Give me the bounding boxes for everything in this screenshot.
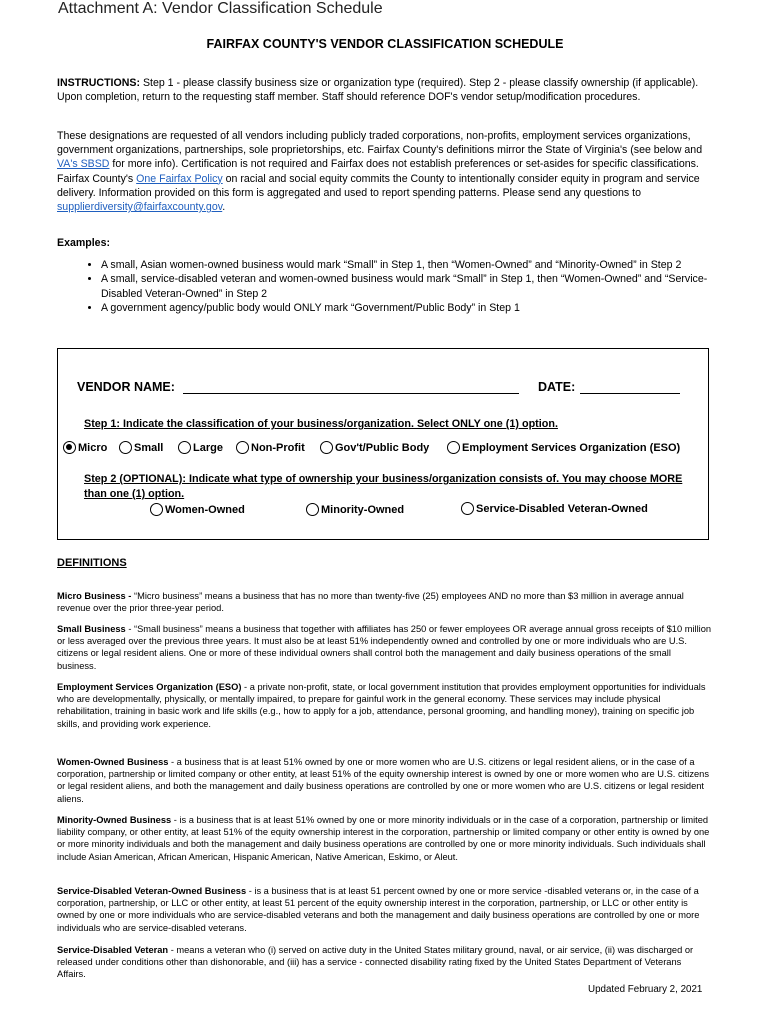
definition-term: Micro Business - [57,591,132,601]
intro-text-4: . [222,201,226,214]
radio-icon[interactable] [320,441,333,454]
option-label: Employment Services Organization (ESO) [462,441,681,454]
intro-text-2: for more info). Certification is not required and Fairfax does not establish preferences or set-asides for specific classifications. Fairfax County's [57,158,699,185]
option-label: Service-Disabled Veteran-Owned [476,502,648,515]
definition-text: - is a business that is at least 51% owned by one or more minority individuals or in the case of a corporation, partnership or limited liability company, or other entity, at least 51% of the equity ownership interest in the corporation, partnership or limited company or other entity is owned by one or more minority individuals and both the management and daily business operations are controlled by one or more minority individuals. Such individuals shall include Asian American, African American, Hispanic American, Native American, Eskimo, or Aleut. [57,815,710,862]
option-label: Micro [78,441,108,454]
examples-list [57,258,741,316]
option-micro[interactable] [63,441,107,454]
definition-term: Women-Owned Business [57,757,169,767]
definition-term: Minority-Owned Business [57,815,172,825]
definition-text: - a private non-profit, state, or local government institution that provides employment opportunities for individuals who are developmentally, physically, or mentally impaired, to prepare for gainful work in the general economy. These services may include physical rehabilitation, training in basic work and life skills (e.g., how to apply for a job, attendance, personal grooming, and handling money), training on specific job skills, and providing work experience. [57,682,706,729]
definition-sdv [57,944,712,981]
option-women-owned[interactable] [150,503,245,516]
option-label: Minority-Owned [321,503,405,516]
definitions-heading: DEFINITIONS [57,557,127,569]
radio-icon[interactable] [447,441,460,454]
definition-text: - is a business that is at least 51 percent owned by one or more service -disabled veterans or, in the case of a corporation, partnership, or LLC or other entity, at least 51 percent of the equity ownership interest in the corporation, partnership, or LLC or other entity is owned by one or more individuals who are service-disabled veterans and both the management and daily business operations are controlled by one or more individuals who are service-disabled veterans. [57,886,700,933]
step2-instruction: Step 2 (OPTIONAL): Indicate what type of ownership your business/organization consists of. You may choose MORE than one (1) option. [84,473,683,500]
supplier-diversity-email-link[interactable]: supplierdiversity@fairfaxcounty.gov [57,201,223,214]
intro-text-1: These designations are requested of all vendors including publicly traded corporations, non-profits, employment services organizations, government organizations, partnerships, sole proprietorships, etc. Fairfax County's definitions mirror the State of Virginia's (see below and [57,130,703,157]
example-item: • A small, service-disabled veteran and women-owned business would mark “Small” in Step 1, then “Women-Owned” and “Service-Disabled Veteran-Owned” in Step 2 [101,272,741,301]
definition-micro [57,590,712,614]
attachment-heading: Attachment A: Vendor Classification Schedule [58,0,383,17]
step1-instruction: Step 1: Indicate the classification of your business/organization. Select ONLY one (1) option. [84,418,558,430]
one-fairfax-policy-link[interactable]: One Fairfax Policy [136,172,223,185]
definition-text: - a business that is at least 51% owned by one or more women who are U.S. citizens or legal resident aliens, or in the case of a corporation, partnership or limited company or other entity, at least 51% of the equity ownership interest is owned by one or more women who are U.S. citizens or legal resident aliens, and both the management and daily business operations are controlled by one or more women who are U.S. citizens or legal resident aliens. [57,757,709,804]
definition-sdv-owned [57,885,712,934]
definition-text: - means a veteran who (i) served on active duty in the United States military ground, naval, or air service, (ii) was discharged or released under conditions other than dishonorable, and (iii) has a service - connected disability rating fixed by the United States Department of Veterans Affairs. [57,945,694,980]
option-large[interactable] [178,441,223,454]
page-title: FAIRFAX COUNTY'S VENDOR CLASSIFICATION SCHEDULE [206,37,564,51]
option-label: Gov't/Public Body [335,441,430,454]
definition-term: Service-Disabled Veteran-Owned Business [57,886,247,896]
definition-term: Small Business [57,624,126,634]
radio-icon[interactable] [178,441,191,454]
option-label: Large [193,441,223,454]
option-small[interactable] [119,441,163,454]
definition-eso [57,681,712,730]
example-item: • A small, Asian women-owned business would mark “Small” in Step 1, then “Women-Owned” and “Minority-Owned” in Step 2 [101,258,741,272]
option-sdv-owned[interactable] [461,502,648,515]
option-minority-owned[interactable] [306,503,404,516]
definition-text: - “Small business” means a business that together with affiliates has 250 or fewer employees OR average annual gross receipts of $10 million or less averaged over the previous three years. It must also be at least 51% independently owned and controlled by one or more individuals who are U.S. citizens or legal resident aliens. One or more of these individual owners shall control both the management and daily business operations of the small business. [57,624,712,671]
definition-minority-owned [57,814,712,863]
example-item: • A government agency/public body would ONLY mark “Government/Public Body” in Step 1 [101,301,741,315]
definition-term: Service-Disabled Veteran [57,945,169,955]
radio-icon[interactable] [461,502,474,515]
definition-term: Employment Services Organization (ESO) [57,682,242,692]
option-label: Women-Owned [165,503,245,516]
radio-selected-icon[interactable] [63,441,76,454]
definition-small [57,623,712,672]
radio-icon[interactable] [306,503,319,516]
option-eso[interactable] [447,441,680,454]
date-label: DATE: [538,380,576,394]
updated-date: Updated February 2, 2021 [588,984,703,995]
instructions-text: Step 1 - please classify business size or organization type (required). Step 2 - please classify ownership (if applicable). Upon completion, return to the requesting staff member. Staff should reference DOF's vendor setup/modification procedures. [57,77,699,104]
option-government[interactable] [320,441,429,454]
va-sbsd-link[interactable]: VA's SBSD [57,158,110,171]
radio-icon[interactable] [150,503,163,516]
radio-icon[interactable] [236,441,249,454]
date-field[interactable] [580,380,680,394]
option-label: Small [134,441,164,454]
instructions-label: INSTRUCTIONS: [57,77,140,89]
option-non-profit[interactable] [236,441,305,454]
option-label: Non-Profit [251,441,305,454]
intro-text-3: on racial and social equity commits the County to intentionally consider equity in program and service delivery. Information provided on this form is aggregated and used to report spending patterns. Please send any questions to [57,172,700,199]
definition-women-owned [57,756,712,805]
radio-icon[interactable] [119,441,132,454]
examples-heading: Examples: [57,237,110,249]
definition-text: “Micro business” means a business that has no more than twenty-five (25) employees AND no more than $3 million in average annual revenue over the prior three-year period. [57,591,684,614]
vendor-name-label: VENDOR NAME: [77,380,175,394]
intro-paragraph [57,129,717,214]
vendor-name-field[interactable] [183,380,519,394]
instructions-paragraph [57,76,717,104]
